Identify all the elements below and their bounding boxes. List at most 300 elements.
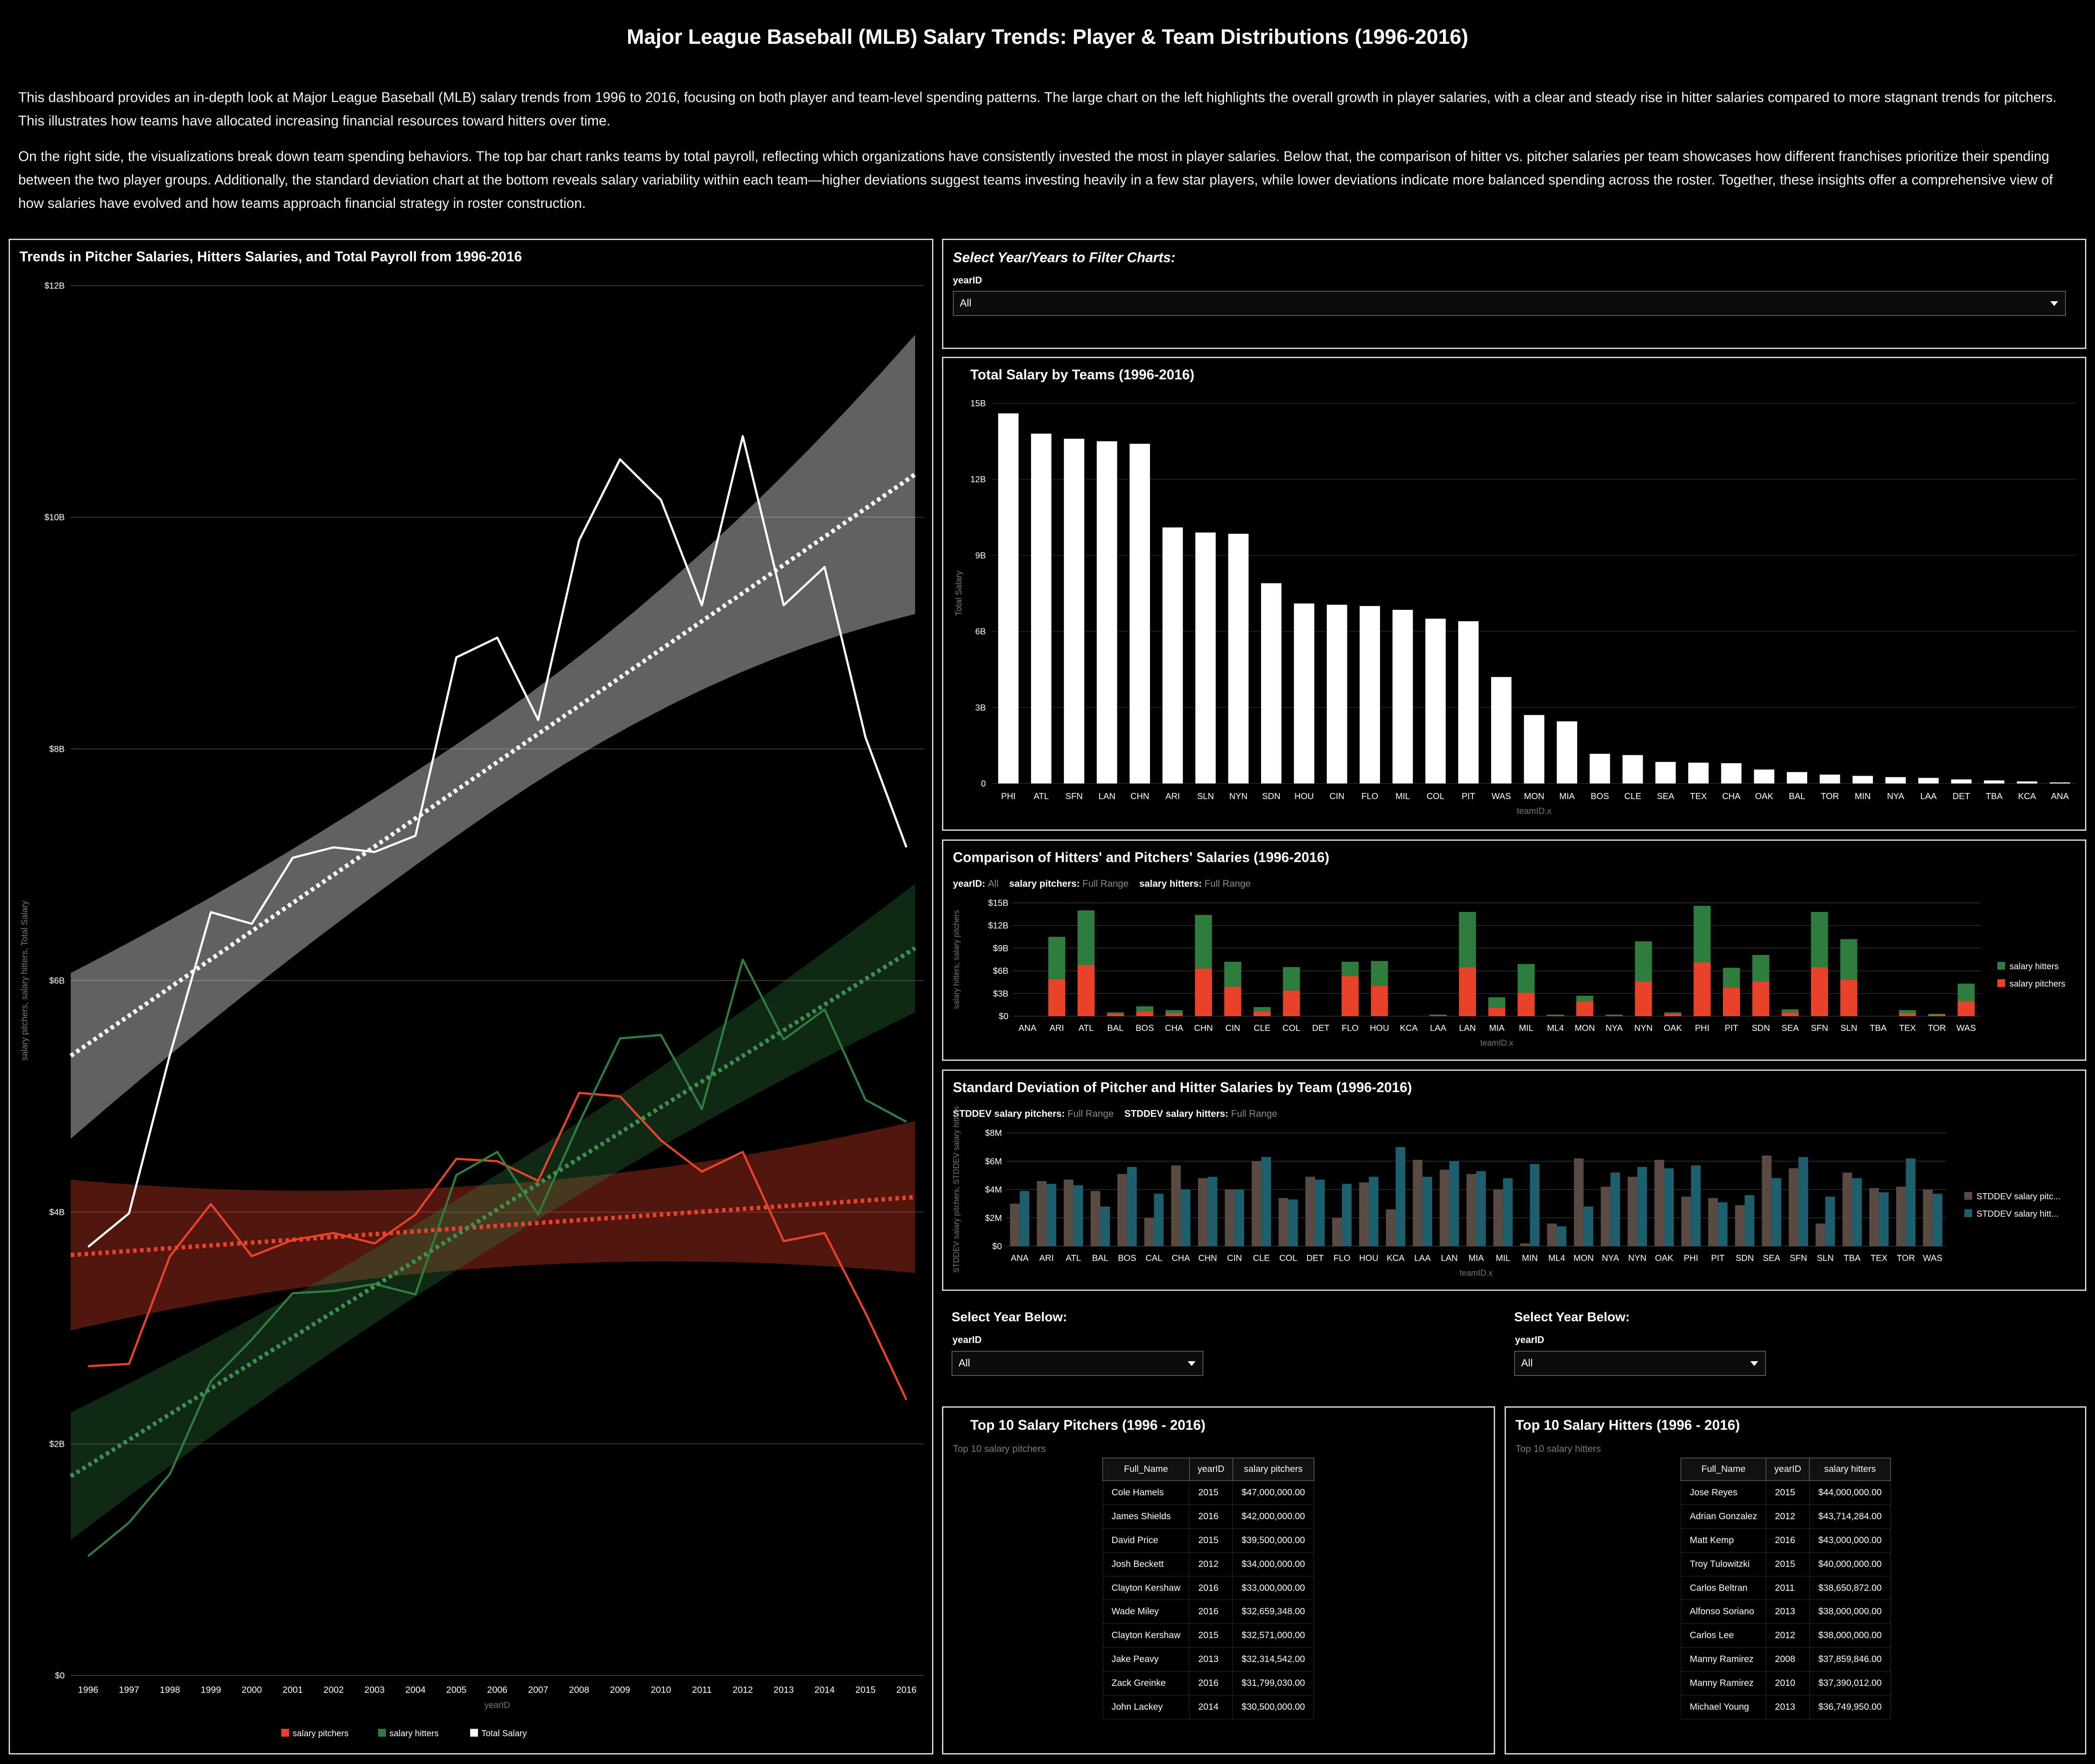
x-tick-label: 2004 [405, 1685, 426, 1695]
bar-hitters-was [1958, 984, 1975, 1001]
bar-pitchers-mil [1518, 993, 1535, 1016]
bar-std-hitters-nyn [1637, 1167, 1647, 1246]
bar-std-hitters-tex [1879, 1192, 1888, 1246]
main-filter-title: Select Year/Years to Filter Charts: [953, 250, 1176, 265]
table-cell: 2015 [1189, 1528, 1233, 1552]
x-tick-label: NYN [1229, 792, 1248, 801]
table-cell: 2013 [1766, 1695, 1809, 1719]
x-tick-label: SFN [1065, 792, 1083, 801]
bar-std-pitchers-det [1305, 1177, 1315, 1246]
bar-std-hitters-mia [1476, 1171, 1486, 1246]
legend-swatch [1964, 1209, 1972, 1217]
bar-pitchers-phi [1693, 962, 1710, 1016]
table-row [1103, 1695, 1314, 1719]
bar-std-pitchers-sfn [1789, 1168, 1799, 1246]
bar-std-pitchers-sea [1762, 1155, 1772, 1246]
table-row [1681, 1528, 1891, 1552]
table-cell: $33,000,000.00 [1233, 1576, 1314, 1600]
table-cell: James Shields [1103, 1504, 1189, 1528]
y-tick-label: $4B [49, 1208, 65, 1218]
stddev-chart[interactable] [943, 1071, 2085, 1290]
table-cell: Josh Beckett [1103, 1552, 1189, 1576]
bar-hitters-ml4 [1547, 1015, 1564, 1016]
bar-std-pitchers-phi [1681, 1197, 1691, 1246]
x-tick-label: 2010 [651, 1685, 671, 1695]
bar-std-pitchers-lan [1439, 1170, 1449, 1246]
bar-std-pitchers-sln [1815, 1224, 1825, 1246]
trends-chart-panel [9, 239, 933, 1754]
bar-hitters-lan [1459, 912, 1476, 967]
bar-std-hitters-ana [1020, 1191, 1029, 1246]
bar-std-pitchers-tex [1869, 1188, 1879, 1246]
x-tick-label: MON [1573, 1254, 1594, 1263]
table-cell: 2016 [1766, 1528, 1809, 1552]
x-tick-label: FLO [1361, 792, 1378, 801]
y-axis-label: Total Salary [954, 570, 964, 616]
bar-hitters-oak [1664, 1012, 1681, 1014]
column-header[interactable]: salary pitchers [1233, 1458, 1314, 1481]
x-tick-label: 2012 [732, 1685, 753, 1695]
bar-pitchers-nya [1606, 1015, 1623, 1016]
bar-hitters-chn [1195, 915, 1212, 969]
x-tick-label: 2006 [487, 1685, 507, 1695]
bar-mia [1557, 721, 1577, 783]
bar-hitters-bos [1136, 1006, 1153, 1011]
y-tick-label: $8M [985, 1129, 1002, 1138]
table-cell: Carlos Lee [1681, 1624, 1766, 1648]
total-by-team-chart[interactable] [943, 358, 2085, 829]
main-year-select[interactable] [953, 291, 2066, 316]
x-tick-label: BAL [1107, 1024, 1124, 1033]
page-title: Major League Baseball (MLB) Salary Trends: Player & Team Distributions (1996-2016) [626, 26, 1469, 49]
column-header[interactable]: Full_Name [1681, 1458, 1766, 1481]
y-tick-label: $15B [988, 898, 1008, 908]
bar-std-pitchers-kca [1386, 1209, 1396, 1246]
x-tick-label: FLO [1341, 1024, 1359, 1033]
x-tick-label: NYA [1601, 1254, 1619, 1263]
x-tick-label: PHI [1695, 1024, 1710, 1033]
bar-hitters-tor [1928, 1014, 1945, 1015]
table-cell: 2015 [1189, 1481, 1233, 1504]
y-tick-label: 15B [970, 399, 986, 408]
bar-std-pitchers-mia [1466, 1174, 1476, 1246]
table-row [1103, 1528, 1314, 1552]
bar-sea [1655, 762, 1676, 783]
left-year-filter-label: yearID [952, 1334, 982, 1345]
y-tick-label: $6B [993, 966, 1008, 976]
table-cell: $38,650,872.00 [1809, 1576, 1891, 1600]
x-tick-label: TEX [1690, 792, 1707, 801]
y-tick-label: 9B [975, 551, 986, 561]
x-tick-label: TEX [1870, 1254, 1887, 1263]
bar-std-hitters-laa [1423, 1177, 1432, 1246]
bar-std-pitchers-ari [1037, 1181, 1047, 1246]
bar-std-hitters-ml4 [1557, 1226, 1566, 1246]
bar-std-pitchers-hou [1359, 1182, 1369, 1246]
bar-std-pitchers-nya [1601, 1187, 1611, 1246]
bar-ari [1163, 527, 1183, 783]
bar-pitchers-cle [1254, 1012, 1271, 1016]
bar-hitters-cle [1254, 1007, 1271, 1011]
bar-std-hitters-cal [1154, 1194, 1163, 1246]
table-cell: Matt Kemp [1681, 1528, 1766, 1552]
bar-std-hitters-sea [1772, 1178, 1781, 1246]
bar-std-hitters-det [1315, 1180, 1324, 1246]
table-cell: 2016 [1189, 1504, 1233, 1528]
top-pitchers-subtitle: Top 10 salary pitchers [953, 1443, 1046, 1454]
legend-label: salary pitchers [293, 1729, 349, 1738]
column-header[interactable]: salary hitters [1809, 1458, 1891, 1481]
bar-std-hitters-min [1530, 1164, 1539, 1246]
column-header[interactable]: Full_Name [1103, 1458, 1189, 1481]
bar-nyn [1228, 534, 1248, 783]
bar-cha [1721, 763, 1742, 783]
table-cell: Jake Peavy [1103, 1648, 1189, 1672]
y-tick-label: $0 [998, 1012, 1008, 1021]
column-header[interactable]: yearID [1766, 1458, 1809, 1481]
x-tick-label: LAA [1920, 792, 1937, 801]
table-cell: $31,799,030.00 [1233, 1672, 1314, 1695]
y-tick-label: $10B [44, 513, 65, 523]
bar-tba [1984, 780, 2004, 783]
bar-cle [1623, 755, 1643, 783]
x-tick-label: SDN [1735, 1254, 1754, 1263]
y-tick-label: $3B [993, 989, 1008, 999]
bar-std-hitters-sfn [1799, 1157, 1808, 1246]
table-row [1681, 1552, 1891, 1576]
bar-hitters-cin [1224, 962, 1241, 987]
bar-hitters-sea [1782, 1009, 1799, 1012]
table-row [1103, 1672, 1314, 1695]
x-tick-label: SFN [1789, 1254, 1807, 1263]
bar-std-pitchers-oak [1654, 1160, 1664, 1246]
bar-was [1491, 677, 1512, 783]
bar-std-hitters-mil [1503, 1178, 1512, 1246]
y-tick-label: 12B [970, 475, 986, 485]
x-tick-label: PIT [1725, 1024, 1739, 1033]
table-cell: $43,714,284.00 [1809, 1504, 1891, 1528]
x-tick-label: DET [1953, 792, 1970, 801]
table-cell: Manny Ramirez [1681, 1672, 1766, 1695]
x-tick-label: CLE [1253, 1024, 1271, 1033]
bar-std-pitchers-bal [1090, 1191, 1100, 1246]
x-tick-label: CHN [1198, 1254, 1217, 1263]
table-row [1103, 1504, 1314, 1528]
legend-swatch [1997, 962, 2005, 970]
bar-std-hitters-was [1933, 1194, 1942, 1246]
table-header-row [1681, 1458, 1891, 1481]
bar-std-hitters-bal [1100, 1207, 1110, 1246]
table-cell: $44,000,000.00 [1809, 1481, 1891, 1504]
x-tick-label: DET [1312, 1024, 1330, 1033]
x-tick-label: 2003 [364, 1685, 385, 1695]
table-cell: Clayton Kershaw [1103, 1624, 1189, 1648]
table-cell: 2015 [1766, 1481, 1809, 1504]
x-tick-label: MIA [1489, 1024, 1505, 1033]
legend-swatch [281, 1729, 289, 1737]
table-cell: Carlos Beltran [1681, 1576, 1766, 1600]
legend-swatch [1997, 979, 2005, 987]
x-tick-label: SLN [1840, 1024, 1858, 1033]
top-pitchers-title: Top 10 Salary Pitchers (1996 - 2016) [970, 1417, 1206, 1433]
x-tick-label: WAS [1923, 1254, 1943, 1263]
bar-cin [1327, 605, 1347, 783]
bar-det [1951, 780, 1972, 783]
table-cell: $34,000,000.00 [1233, 1552, 1314, 1576]
bar-pitchers-sln [1840, 980, 1857, 1016]
x-tick-label: WAS [1956, 1024, 1976, 1033]
table-cell: $30,500,000.00 [1233, 1695, 1314, 1719]
bar-std-pitchers-col [1278, 1198, 1288, 1246]
x-tick-label: ANA [1011, 1254, 1029, 1263]
bar-pitchers-hou [1371, 986, 1388, 1016]
main-filter-panel [942, 239, 2086, 349]
x-tick-label: 2013 [773, 1685, 794, 1695]
bar-pitchers-ari [1048, 979, 1065, 1016]
y-axis-label: STDDEV salary pitchers, STDDEV salary hitters [952, 1106, 961, 1273]
left-year-select[interactable] [952, 1351, 1203, 1376]
column-header[interactable]: yearID [1189, 1458, 1233, 1481]
bar-std-pitchers-atl [1064, 1180, 1073, 1246]
comparison-panel [942, 839, 2086, 1061]
bar-std-hitters-kca [1396, 1147, 1405, 1246]
x-tick-label: SLN [1817, 1254, 1834, 1263]
x-tick-label: CHN [1194, 1024, 1213, 1033]
table-cell: Cole Hamels [1103, 1481, 1189, 1504]
bar-std-pitchers-cin [1225, 1190, 1235, 1247]
table-cell: $43,000,000.00 [1809, 1528, 1891, 1552]
x-tick-label: 2005 [446, 1685, 467, 1695]
bar-std-pitchers-cal [1144, 1218, 1154, 1246]
x-tick-label: MIA [1559, 792, 1575, 801]
x-tick-label: TBA [1986, 792, 2003, 801]
x-tick-label: KCA [1400, 1024, 1418, 1033]
x-tick-label: NYN [1628, 1254, 1647, 1263]
right-year-filter-label: yearID [1515, 1334, 1545, 1345]
table-cell: $42,000,000.00 [1233, 1504, 1314, 1528]
bar-std-pitchers-mil [1493, 1190, 1503, 1247]
table-cell: Troy Tulowitzki [1681, 1552, 1766, 1576]
x-tick-label: HOU [1359, 1254, 1379, 1263]
bar-min [1853, 776, 1873, 783]
x-tick-label: MIL [1395, 792, 1410, 801]
bar-std-hitters-col [1288, 1199, 1298, 1246]
table-cell: 2010 [1766, 1672, 1809, 1695]
y-tick-label: $6M [985, 1157, 1002, 1167]
stddev-title: Standard Deviation of Pitcher and Hitter Salaries by Team (1996-2016) [953, 1079, 1412, 1095]
total-by-team-title: Total Salary by Teams (1996-2016) [970, 367, 1195, 382]
top-pitchers-panel [942, 1406, 1495, 1754]
bar-std-hitters-bos [1127, 1167, 1136, 1246]
bar-std-hitters-mon [1584, 1207, 1593, 1246]
x-tick-label: SEA [1762, 1254, 1780, 1263]
table-row [1103, 1552, 1314, 1576]
chevron-down-icon [2050, 301, 2058, 306]
table-row [1681, 1624, 1891, 1648]
bar-pit [1458, 621, 1479, 783]
legend-label: salary pitchers [2009, 979, 2065, 989]
bar-pitchers-oak [1664, 1014, 1681, 1016]
trends-chart-title: Trends in Pitcher Salaries, Hitters Salaries, and Total Payroll from 1996-2016 [20, 249, 522, 264]
bar-tor [1820, 775, 1840, 783]
top-hitters-title: Top 10 Salary Hitters (1996 - 2016) [1515, 1417, 1740, 1433]
x-axis-label: teamID.x [1480, 1039, 1514, 1048]
trends-chart[interactable] [10, 240, 932, 1753]
table-cell: $32,659,348.00 [1233, 1600, 1314, 1624]
x-tick-label: MIA [1468, 1254, 1484, 1263]
main-filter-label: yearID [953, 275, 982, 286]
bar-std-hitters-flo [1342, 1184, 1351, 1246]
bar-pitchers-col [1283, 991, 1300, 1016]
bar-hitters-bal [1107, 1012, 1124, 1014]
bar-std-hitters-pit [1718, 1202, 1727, 1246]
total-by-team-panel [942, 357, 2086, 831]
bar-std-pitchers-nyn [1627, 1177, 1637, 1246]
bar-std-pitchers-tor [1896, 1187, 1906, 1246]
x-tick-label: 1999 [201, 1685, 221, 1695]
y-tick-label: $8B [49, 744, 65, 754]
bar-hitters-sfn [1811, 912, 1828, 967]
bar-std-hitters-nya [1611, 1172, 1620, 1246]
x-tick-label: TOR [1897, 1254, 1915, 1263]
bar-pitchers-cha [1166, 1013, 1183, 1016]
bar-hitters-col [1283, 967, 1300, 991]
table-row [1681, 1672, 1891, 1695]
table-cell: 2012 [1189, 1552, 1233, 1576]
table-row [1681, 1648, 1891, 1672]
bar-hitters-nya [1606, 1015, 1623, 1016]
table-cell: Alfonso Soriano [1681, 1600, 1766, 1624]
bar-tex [1688, 763, 1709, 783]
bar-hitters-mon [1576, 996, 1593, 1001]
x-tick-label: ATL [1033, 792, 1049, 801]
x-tick-label: ARI [1165, 792, 1180, 801]
x-tick-label: CAL [1145, 1254, 1163, 1263]
bar-std-pitchers-was [1923, 1190, 1933, 1247]
y-tick-label: $6B [49, 976, 65, 986]
x-tick-label: CHA [1722, 792, 1741, 801]
bar-std-pitchers-flo [1332, 1218, 1342, 1246]
legend-label: STDDEV salary pitc... [1976, 1192, 2061, 1201]
bar-nya [1885, 777, 1906, 783]
bar-std-hitters-sln [1825, 1197, 1835, 1246]
intro-paragraph-2: On the right side, the visualizations break down team spending behaviors. The top bar chart ranks teams by total payroll, reflecting which organizations have consistently invested the most in player salaries. Below that, the comparison of hitter vs. pitcher salaries per team showcases how different franchises prioritize their spending between the two player groups. Additionally, the standard deviation chart at the bottom reveals salary variability within each team—higher deviations suggest teams investing heavily in a few star players, while lower deviations indicate more balanced spending across the roster. Together, these insights offer a comprehensive view of how salaries have evolved and how teams approach financial strategy in roster construction. [18, 148, 2053, 211]
y-tick-label: 0 [981, 779, 986, 789]
bar-std-hitters-tor [1906, 1158, 1915, 1246]
bar-std-pitchers-mon [1574, 1158, 1584, 1246]
table-cell: 2008 [1766, 1648, 1809, 1672]
left-year-filter-title: Select Year Below: [952, 1310, 1067, 1324]
bar-hitters-hou [1371, 961, 1388, 986]
table-cell: $32,314,542.00 [1233, 1648, 1314, 1672]
x-tick-label: KCA [1387, 1254, 1405, 1263]
right-year-select-value: All [1521, 1357, 1533, 1369]
table-cell: 2016 [1189, 1672, 1233, 1695]
x-tick-label: CIN [1329, 792, 1345, 801]
bar-hitters-ari [1048, 937, 1065, 979]
bar-pitchers-laa [1430, 1015, 1446, 1016]
bar-hitters-phi [1693, 906, 1710, 963]
bar-pitchers-tor [1928, 1015, 1945, 1016]
x-tick-label: COL [1426, 792, 1445, 801]
y-tick-label: $0 [992, 1242, 1002, 1251]
table-cell: 2012 [1766, 1504, 1809, 1528]
bar-std-hitters-cin [1235, 1190, 1244, 1247]
bar-pitchers-tex [1899, 1013, 1916, 1016]
table-cell: $32,571,000.00 [1233, 1624, 1314, 1648]
x-tick-label: HOU [1294, 792, 1314, 801]
table-cell: Michael Young [1681, 1695, 1766, 1719]
x-tick-label: CLE [1253, 1254, 1270, 1263]
bar-std-hitters-lan [1449, 1161, 1459, 1246]
table-cell: 2016 [1189, 1576, 1233, 1600]
table-row [1103, 1481, 1314, 1504]
y-tick-label: $2M [985, 1213, 1002, 1223]
bar-hitters-nyn [1635, 941, 1652, 981]
y-tick-label: $2B [49, 1439, 65, 1449]
x-tick-label: MIN [1522, 1254, 1538, 1263]
y-tick-label: 6B [975, 627, 986, 637]
bar-pitchers-sfn [1811, 967, 1828, 1016]
bar-pitchers-sea [1782, 1012, 1799, 1016]
table-cell: 2014 [1189, 1695, 1233, 1719]
x-tick-label: CHN [1130, 792, 1150, 801]
stddev-panel [942, 1070, 2086, 1291]
table-cell: Zack Greinke [1103, 1672, 1189, 1695]
bar-hitters-sdn [1752, 955, 1769, 981]
y-tick-label: $12B [44, 281, 65, 291]
bar-hitters-laa [1430, 1015, 1446, 1016]
bar-hitters-tex [1899, 1010, 1916, 1013]
x-tick-label: SDN [1262, 792, 1281, 801]
x-axis-label: teamID.x [1516, 806, 1552, 816]
x-tick-label: PHI [1683, 1254, 1699, 1263]
comparison-chart[interactable] [943, 841, 2085, 1060]
table-row [1681, 1481, 1891, 1504]
bar-std-hitters-oak [1664, 1168, 1674, 1246]
x-tick-label: 2016 [896, 1685, 917, 1695]
bar-hitters-atl [1077, 910, 1094, 964]
right-year-select[interactable] [1514, 1351, 1766, 1376]
legend-label: salary hitters [389, 1729, 439, 1738]
x-tick-label: ATL [1078, 1024, 1094, 1033]
bar-std-pitchers-ana [1010, 1204, 1020, 1246]
bar-std-hitters-tba [1852, 1178, 1862, 1246]
x-tick-label: LAN [1098, 792, 1116, 801]
table-cell: Jose Reyes [1681, 1481, 1766, 1504]
table-cell: $37,390,012.00 [1809, 1672, 1891, 1695]
bar-hitters-cha [1166, 1010, 1183, 1013]
bar-pitchers-bos [1136, 1012, 1153, 1016]
x-tick-label: ATL [1066, 1254, 1081, 1263]
bar-bos [1590, 754, 1610, 783]
bar-std-hitters-atl [1074, 1185, 1083, 1246]
stddev-filter-summary: STDDEV salary pitchers: Full Range STDDEV salary hitters: Full Range [953, 1108, 1278, 1119]
x-tick-label: 2000 [241, 1685, 262, 1695]
table-cell: 2012 [1766, 1624, 1809, 1648]
top-pitchers-table [1102, 1458, 1314, 1719]
bar-kca [2017, 781, 2037, 783]
bar-std-pitchers-ml4 [1547, 1224, 1557, 1246]
table-cell: $36,749,950.00 [1809, 1695, 1891, 1719]
bar-hou [1294, 603, 1314, 783]
table-cell: 2011 [1766, 1576, 1809, 1600]
x-tick-label: 2015 [855, 1685, 876, 1695]
x-tick-label: WAS [1491, 792, 1511, 801]
bar-std-hitters-chn [1208, 1177, 1217, 1246]
bar-hitters-flo [1342, 962, 1359, 976]
comparison-filter-summary: yearID: All salary pitchers: Full Range salary hitters: Full Range [953, 878, 1251, 889]
